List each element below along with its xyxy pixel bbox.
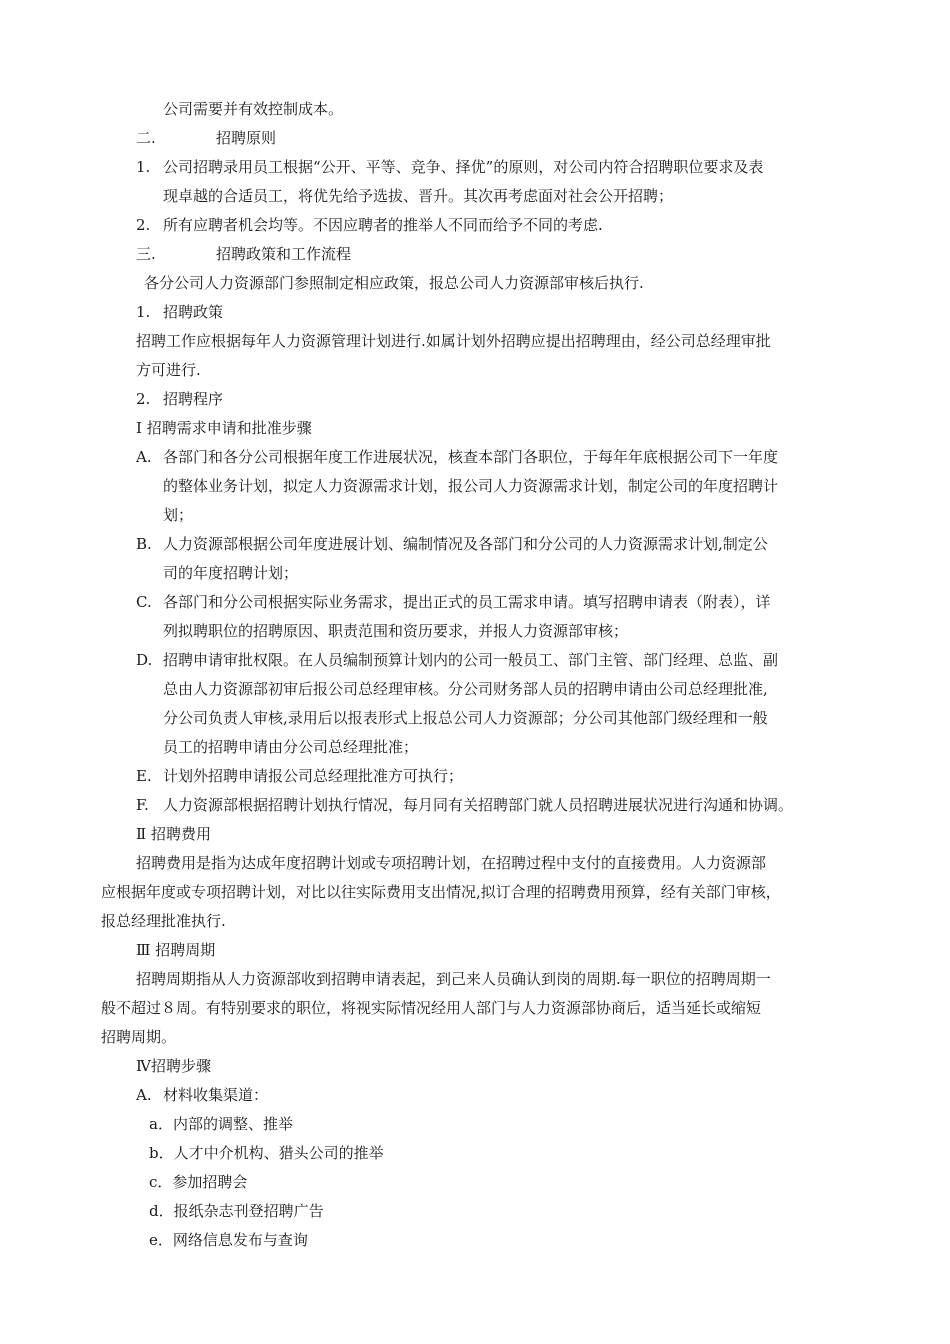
channel-item-a: a．内部的调整、推举: [149, 1115, 293, 1133]
step-2-line-3: 报总经理批准执行.: [101, 912, 226, 930]
item-b-line-2: 司的年度招聘计划；: [163, 564, 299, 582]
channel-item-b: b．人才中介机构、猎头公司的推举: [149, 1144, 384, 1162]
item-e-line-1: 计划外招聘申请报公司总经理批准方可执行；: [163, 767, 464, 785]
policy-title: 招聘政策: [163, 303, 224, 321]
principle-1-line-2: 现卓越的合适员工，将优先给予选拔、晋升。其次再考虑面对社会公开招聘；: [163, 187, 674, 205]
item-c-marker: C.: [136, 593, 152, 611]
item-f-marker: F.: [136, 796, 149, 814]
step-2-heading: Ⅱ 招聘费用: [136, 825, 211, 843]
principle-2-line-1: 所有应聘者机会均等。不因应聘者的推举人不同而给予不同的考虑.: [163, 216, 603, 234]
item-d-line-3: 分公司负责人审核,录用后以报表形式上报总公司人力资源部；分公司其他部门级经理和一般: [163, 709, 768, 727]
section-3-title: 招聘政策和工作流程: [216, 245, 352, 263]
step-2-line-2: 应根据年度或专项招聘计划，对比以往实际费用支出情况,拟订合理的招聘费用预算，经有关部门审核，: [101, 883, 781, 901]
item-c-line-1: 各部门和分公司根据实际业务需求，提出正式的员工需求申请。填写招聘申请表（附表），详: [163, 593, 771, 611]
step-3-line-1: 招聘周期指从人力资源部收到招聘申请表起，到己来人员确认到岗的周期.每一职位的招聘周期一: [136, 970, 771, 988]
policy-line-2: 方可进行.: [136, 361, 201, 379]
step-3-line-3: 招聘周期。: [101, 1028, 177, 1046]
materials-title: 材料收集渠道：: [163, 1086, 269, 1104]
principle-1-marker: 1.: [136, 158, 151, 176]
item-d-line-2: 总由人力资源部初审后报公司总经理审核。分公司财务部人员的招聘申请由公司总经理批准,: [163, 680, 768, 698]
procedure-title: 招聘程序: [163, 390, 224, 408]
item-d-marker: D.: [136, 651, 153, 669]
item-c-line-2: 列拟聘职位的招聘原因、职责范围和资历要求，并报人力资源部审核；: [163, 622, 629, 640]
step-3-heading: Ⅲ 招聘周期: [136, 941, 216, 959]
materials-marker: A.: [136, 1086, 152, 1104]
item-a-line-2: 的整体业务计划，拟定人力资源需求计划，报公司人力资源需求计划，制定公司的年度招聘计: [163, 477, 779, 495]
principle-2-marker: 2.: [136, 216, 151, 234]
item-a-line-3: 划；: [163, 506, 194, 524]
step-1-heading: I 招聘需求申请和批准步骤: [136, 419, 312, 437]
item-f-line-1: 人力资源部根据招聘计划执行情况，每月同有关招聘部门就人员招聘进展状况进行沟通和协调。: [163, 796, 794, 814]
procedure-marker: 2.: [136, 390, 151, 408]
item-a-line-1: 各部门和各分公司根据年度工作进展状况，核查本部门各职位，于每年年底根据公司下一年度: [163, 448, 779, 466]
channel-item-c: c．参加招聘会: [149, 1173, 248, 1191]
policy-line-1: 招聘工作应根据每年人力资源管理计划进行.如属计划外招聘应提出招聘理由，经公司总经理审批: [136, 332, 771, 350]
channel-item-d: d．报纸杂志刊登招聘广告: [149, 1202, 324, 1220]
section-3-marker: 三.: [136, 245, 156, 263]
step-2-line-1: 招聘费用是指为达成年度招聘计划或专项招聘计划，在招聘过程中支付的直接费用。人力资源部: [136, 854, 767, 872]
item-e-marker: E.: [136, 767, 152, 785]
item-b-line-1: 人力资源部根据公司年度进展计划、编制情况及各部门和分公司的人力资源需求计划,制定公: [163, 535, 768, 553]
item-d-line-1: 招聘申请审批权限。在人员编制预算计划内的公司一般员工、部门主管、部门经理、总监、副: [163, 651, 779, 669]
step-4-heading: Ⅳ招聘步骤: [136, 1057, 211, 1075]
principle-1-line-1: 公司招聘录用员工根据“公开、平等、竞争、择优”的原则，对公司内符合招聘职位要求及表: [163, 158, 764, 176]
intro-line: 公司需要并有效控制成本。: [163, 100, 344, 118]
section-2-title: 招聘原则: [216, 129, 277, 147]
item-d-line-4: 员工的招聘申请由分公司总经理批准；: [163, 738, 419, 756]
item-b-marker: B.: [136, 535, 152, 553]
policy-marker: 1.: [136, 303, 151, 321]
channel-item-e: e．网络信息发布与查询: [149, 1231, 308, 1249]
section-2-marker: 二.: [136, 129, 156, 147]
item-a-marker: A.: [136, 448, 152, 466]
section-3-intro: 各分公司人力资源部门参照制定相应政策，报总公司人力资源部审核后执行.: [144, 274, 644, 292]
step-3-line-2: 般不超过８周。有特别要求的职位，将视实际情况经用人部门与人力资源部协商后，适当延长或缩短: [101, 999, 762, 1017]
